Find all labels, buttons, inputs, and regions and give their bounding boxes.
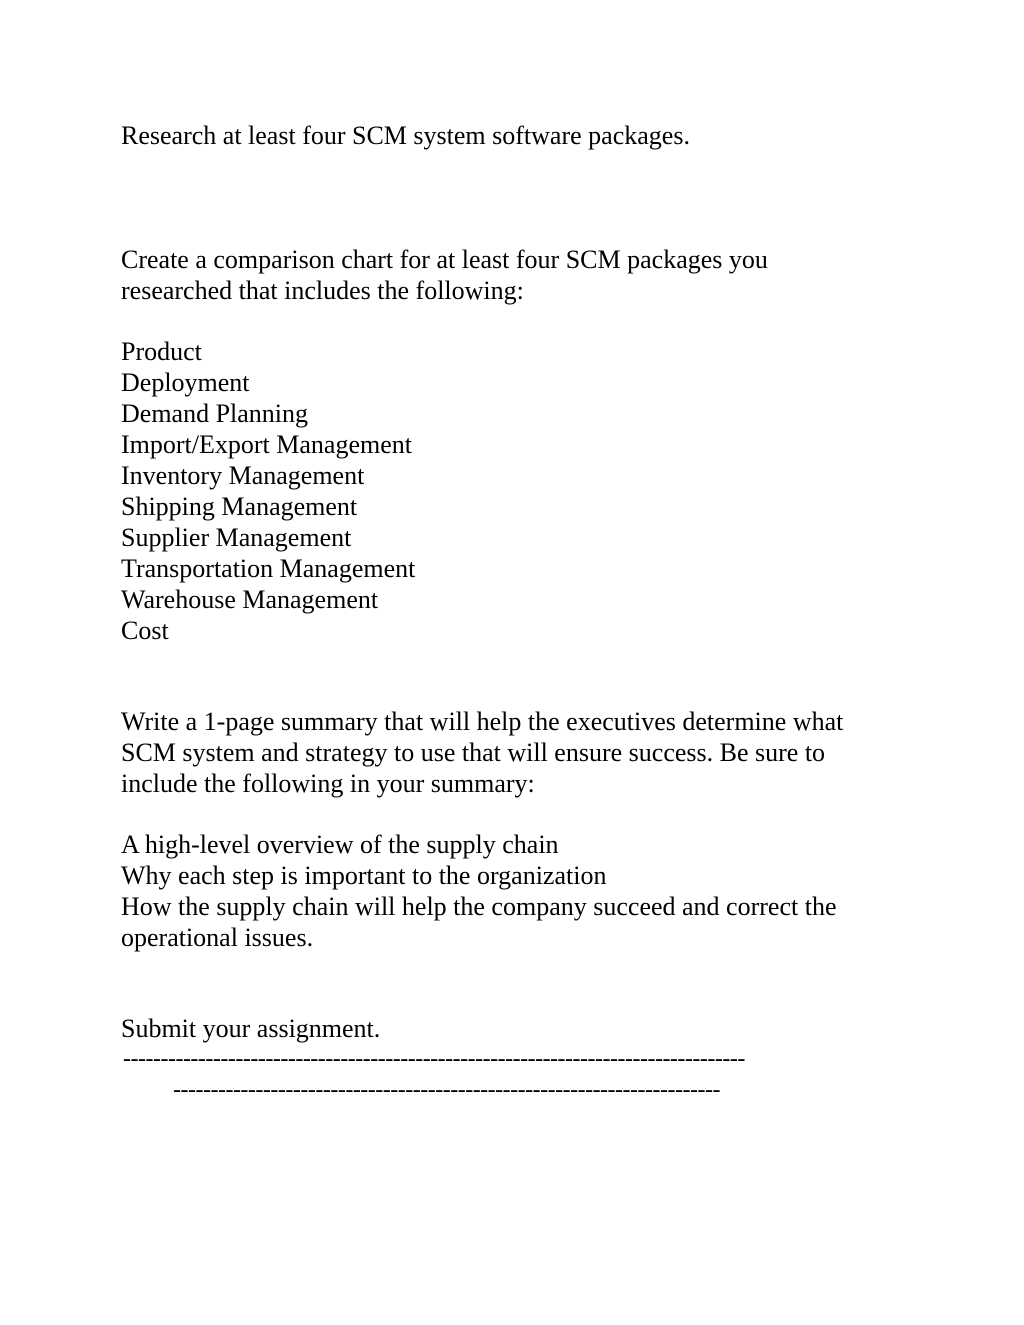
separator-line: ------------------------------------------------------------------------- — [173, 1077, 720, 1103]
list-item: Inventory Management — [121, 461, 365, 490]
summary-instruction — [121, 706, 901, 799]
chart-intro-line: Create a comparison chart for at least four SCM packages you — [121, 245, 768, 274]
list-item: Demand Planning — [121, 399, 309, 428]
research-instruction — [121, 120, 901, 151]
list-item: Transportation Management — [121, 554, 416, 583]
summary-intro-line: include the following in your summary: — [121, 769, 535, 798]
list-item: Why each step is important to the organization — [121, 861, 607, 890]
list-item: A high-level overview of the supply chain — [121, 830, 559, 859]
list-item: Supplier Management — [121, 523, 352, 552]
list-item: Product — [121, 337, 202, 366]
list-item: How the supply chain will help the company succeed and correct the — [121, 892, 837, 921]
submit-line: Submit your assignment. — [121, 1014, 381, 1043]
submit-instruction — [121, 1013, 901, 1044]
summary-points-list — [121, 829, 901, 953]
list-item: Deployment — [121, 368, 250, 397]
summary-intro-line: SCM system and strategy to use that will ensure success. Be sure to — [121, 738, 826, 767]
research-line: Research at least four SCM system software packages. — [121, 121, 690, 150]
list-item: Import/Export Management — [121, 430, 412, 459]
summary-intro-line: Write a 1-page summary that will help the executives determine what — [121, 707, 844, 736]
separator-line: ----------------------------------------------------------------------------------- — [123, 1046, 745, 1072]
chart-intro-line: researched that includes the following: — [121, 276, 524, 305]
list-item: Cost — [121, 616, 169, 645]
list-item: Warehouse Management — [121, 585, 379, 614]
chart-instruction — [121, 244, 901, 306]
list-item: operational issues. — [121, 923, 314, 952]
list-item: Shipping Management — [121, 492, 358, 521]
chart-items-list — [121, 336, 901, 646]
